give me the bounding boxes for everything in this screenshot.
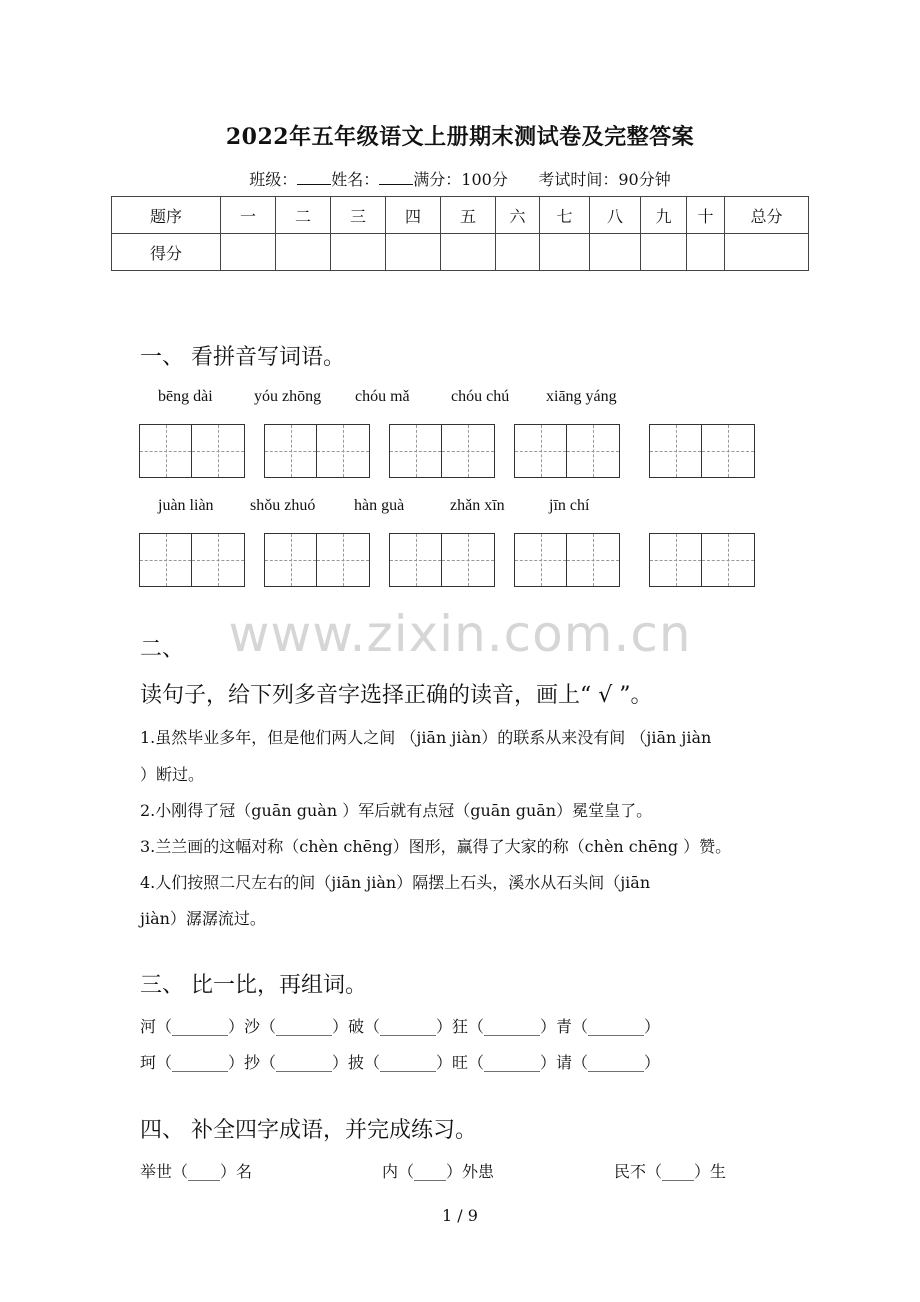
writing-grid[interactable] bbox=[514, 424, 620, 478]
score-cell[interactable] bbox=[687, 234, 725, 271]
pinyin-label: juàn liàn bbox=[158, 497, 214, 514]
exam-info bbox=[0, 167, 920, 190]
word-group-line: 珂（_______）抄（_______）披（_______）旺（_______）请（_______） bbox=[140, 1053, 661, 1072]
score-table-header-row bbox=[112, 197, 809, 234]
idiom-item: 民不（____）生 bbox=[614, 1162, 727, 1181]
score-cell[interactable] bbox=[276, 234, 331, 271]
section3-heading: 三、 比一比，再组词。 bbox=[140, 973, 367, 998]
score-cell[interactable] bbox=[221, 234, 276, 271]
writing-grid[interactable] bbox=[264, 424, 370, 478]
pinyin-label: zhǎn xīn bbox=[450, 497, 505, 514]
pinyin-label: jīn chí bbox=[549, 497, 590, 514]
score-header-cell: 八 bbox=[590, 197, 641, 234]
watermark: www.zixin.com.cn bbox=[228, 605, 692, 663]
score-cell[interactable] bbox=[540, 234, 590, 271]
score-header-cell: 总分 bbox=[725, 197, 809, 234]
pinyin-label: xiāng yáng bbox=[546, 388, 617, 405]
writing-grid[interactable] bbox=[264, 533, 370, 587]
score-header-cell: 七 bbox=[540, 197, 590, 234]
score-header-cell: 六 bbox=[496, 197, 540, 234]
exercise-line: 4.人们按照二尺左右的间（jiān jiàn）隔摆上石头，溪水从石头间（jiān bbox=[140, 873, 651, 892]
score-cell[interactable] bbox=[496, 234, 540, 271]
writing-grid[interactable] bbox=[649, 533, 755, 587]
score-header-cell: 题序 bbox=[112, 197, 221, 234]
class-blank[interactable] bbox=[297, 170, 331, 185]
score-table bbox=[111, 196, 809, 271]
writing-grid[interactable] bbox=[389, 533, 495, 587]
name-blank[interactable] bbox=[379, 170, 413, 185]
section4-heading: 四、 补全四字成语，并完成练习。 bbox=[140, 1118, 477, 1143]
pinyin-label: chóu chú bbox=[451, 388, 510, 405]
idiom-item: 举世（____）名 bbox=[140, 1162, 253, 1181]
writing-grid[interactable] bbox=[139, 424, 245, 478]
score-header-cell: 一 bbox=[221, 197, 276, 234]
name-label: 姓名： bbox=[331, 170, 380, 189]
exercise-line: jiàn）潺潺流过。 bbox=[140, 909, 266, 928]
word-group-line: 河（_______）沙（_______）破（_______）狂（_______）青（_______） bbox=[140, 1017, 661, 1036]
score-table-score-row bbox=[112, 234, 809, 271]
pinyin-label: shǒu zhuó bbox=[250, 497, 316, 514]
score-header-cell: 九 bbox=[641, 197, 687, 234]
section2-instruction: 读句子，给下列多音字选择正确的读音，画上“ √ ”。 bbox=[140, 683, 653, 708]
exercise-line: 3.兰兰画的这幅对称（chèn chēng）图形，赢得了大家的称（chèn chēng ）赞。 bbox=[140, 837, 732, 856]
page-number: 1 / 9 bbox=[442, 1206, 478, 1225]
exam-time: 考试时间：90分钟 bbox=[538, 170, 671, 189]
score-header-cell: 五 bbox=[441, 197, 496, 234]
score-cell[interactable] bbox=[590, 234, 641, 271]
pinyin-label: bēng dài bbox=[158, 388, 213, 405]
score-header-cell: 四 bbox=[386, 197, 441, 234]
exercise-line: 1.虽然毕业多年，但是他们两人之间 （jiān jiàn）的联系从来没有间 （jiān jiàn bbox=[140, 728, 712, 747]
score-row-label: 得分 bbox=[112, 234, 221, 271]
exercise-line: 2.小刚得了冠（guān guàn ）军后就有点冠（guān guān）冕堂皇了。 bbox=[140, 801, 653, 820]
writing-grid[interactable] bbox=[139, 533, 245, 587]
pinyin-label: chóu mǎ bbox=[355, 388, 410, 405]
pinyin-label: yóu zhōng bbox=[254, 388, 322, 405]
page-title: 2022年五年级语文上册期末测试卷及完整答案 bbox=[225, 124, 695, 150]
writing-grid[interactable] bbox=[649, 424, 755, 478]
score-cell[interactable] bbox=[386, 234, 441, 271]
score-header-cell: 二 bbox=[276, 197, 331, 234]
section1-heading: 一、 看拼音写词语。 bbox=[140, 345, 345, 370]
writing-grid[interactable] bbox=[389, 424, 495, 478]
class-label: 班级： bbox=[249, 170, 298, 189]
exercise-line: ）断过。 bbox=[140, 765, 205, 784]
pinyin-label: hàn guà bbox=[354, 497, 405, 514]
score-cell[interactable] bbox=[725, 234, 809, 271]
score-header-cell: 十 bbox=[687, 197, 725, 234]
score-cell[interactable] bbox=[331, 234, 386, 271]
full-score: 满分：100分 bbox=[413, 170, 508, 189]
score-cell[interactable] bbox=[441, 234, 496, 271]
idiom-item: 内（____）外患 bbox=[382, 1162, 495, 1181]
section2-heading: 二、 bbox=[140, 637, 185, 662]
score-cell[interactable] bbox=[641, 234, 687, 271]
score-header-cell: 三 bbox=[331, 197, 386, 234]
writing-grid[interactable] bbox=[514, 533, 620, 587]
